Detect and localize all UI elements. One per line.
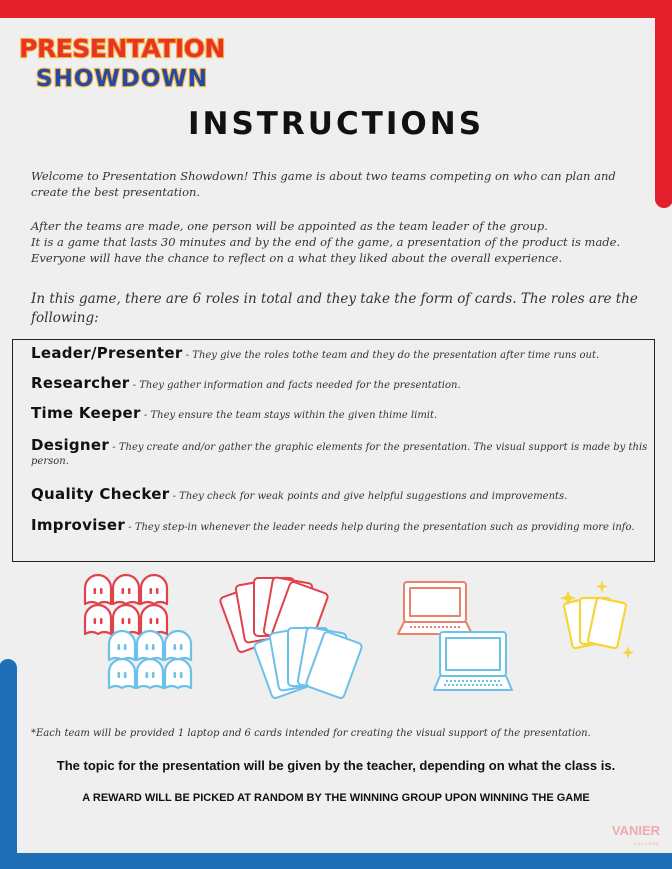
presentation-showdown-logo [14,30,230,92]
intro-paragraph-1: Welcome to Presentation Showdown! This game is about two teams competing on who can plan and create the best presentation. [31,169,616,199]
intro-line-reflect: Everyone will have the chance to reflect on a what they liked about the overall experience. [31,251,563,265]
role-desc: - They check for weak points and give helpful suggestions and improvements. [169,491,568,502]
role-researcher [31,376,651,393]
right-red-bar [655,0,672,208]
role-desc: - They create and/or gather the graphic elements for the presentation. The visual support is made by this person. [31,442,648,467]
role-cards-icon [218,570,368,710]
footnote: *Each team will be provided 1 laptop and 6 cards intended for creating the visual support of the presentation. [31,728,591,739]
laptops-icon [396,570,516,710]
team-pawns-icon [78,570,198,710]
role-improviser [31,518,651,535]
page-title: INSTRUCTIONS [187,106,485,142]
vanier-logo-name: VANIER [611,823,660,838]
vanier-logo-sub: COLLEGE [633,841,660,846]
role-desc: - They give the roles tothe team and they do the presentation after time runs out. [182,350,600,361]
logo-line2: SHOWDOWN [36,66,208,92]
role-desc: - They ensure the team stays within the given thime limit. [140,410,438,421]
logo-line1: PRESENTATION [19,34,225,63]
role-name: Leader/Presenter [31,344,183,362]
role-name: Time Keeper [31,404,141,422]
role-desc: - They step-in whenever the leader needs help during the presentation such as providing more info. [125,522,635,533]
bottom-blue-bar [0,853,672,869]
intro-paragraph-3: In this game, there are 6 roles in total and they take the form of cards. The roles are the following: [31,291,638,326]
role-quality-checker [31,487,651,504]
sparkle-cards-icon [560,570,640,670]
role-leader-presenter [31,346,651,363]
roles-box [12,339,655,562]
top-red-bar [0,0,661,18]
role-designer [31,438,651,469]
role-name: Quality Checker [31,485,170,503]
reward-notice: A REWARD WILL BE PICKED AT RANDOM BY THE WINNING GROUP UPON WINNING THE GAME [82,792,590,804]
vanier-logo [612,824,660,850]
topic-notice: The topic for the presentation will be given by the teacher, depending on what the class is. [56,758,616,773]
role-name: Designer [31,436,110,454]
role-name: Improviser [31,516,126,534]
role-desc: - They gather information and facts needed for the presentation. [129,380,461,391]
intro-line-team-leader: After the teams are made, one person will be appointed as the team leader of the group. [31,219,548,233]
role-time-keeper [31,406,651,423]
role-name: Researcher [31,374,130,392]
intro-paragraph-2 [31,218,651,266]
intro-line-duration: It is a game that lasts 30 minutes and by the end of the game, a presentation of the product is made. [31,235,621,249]
